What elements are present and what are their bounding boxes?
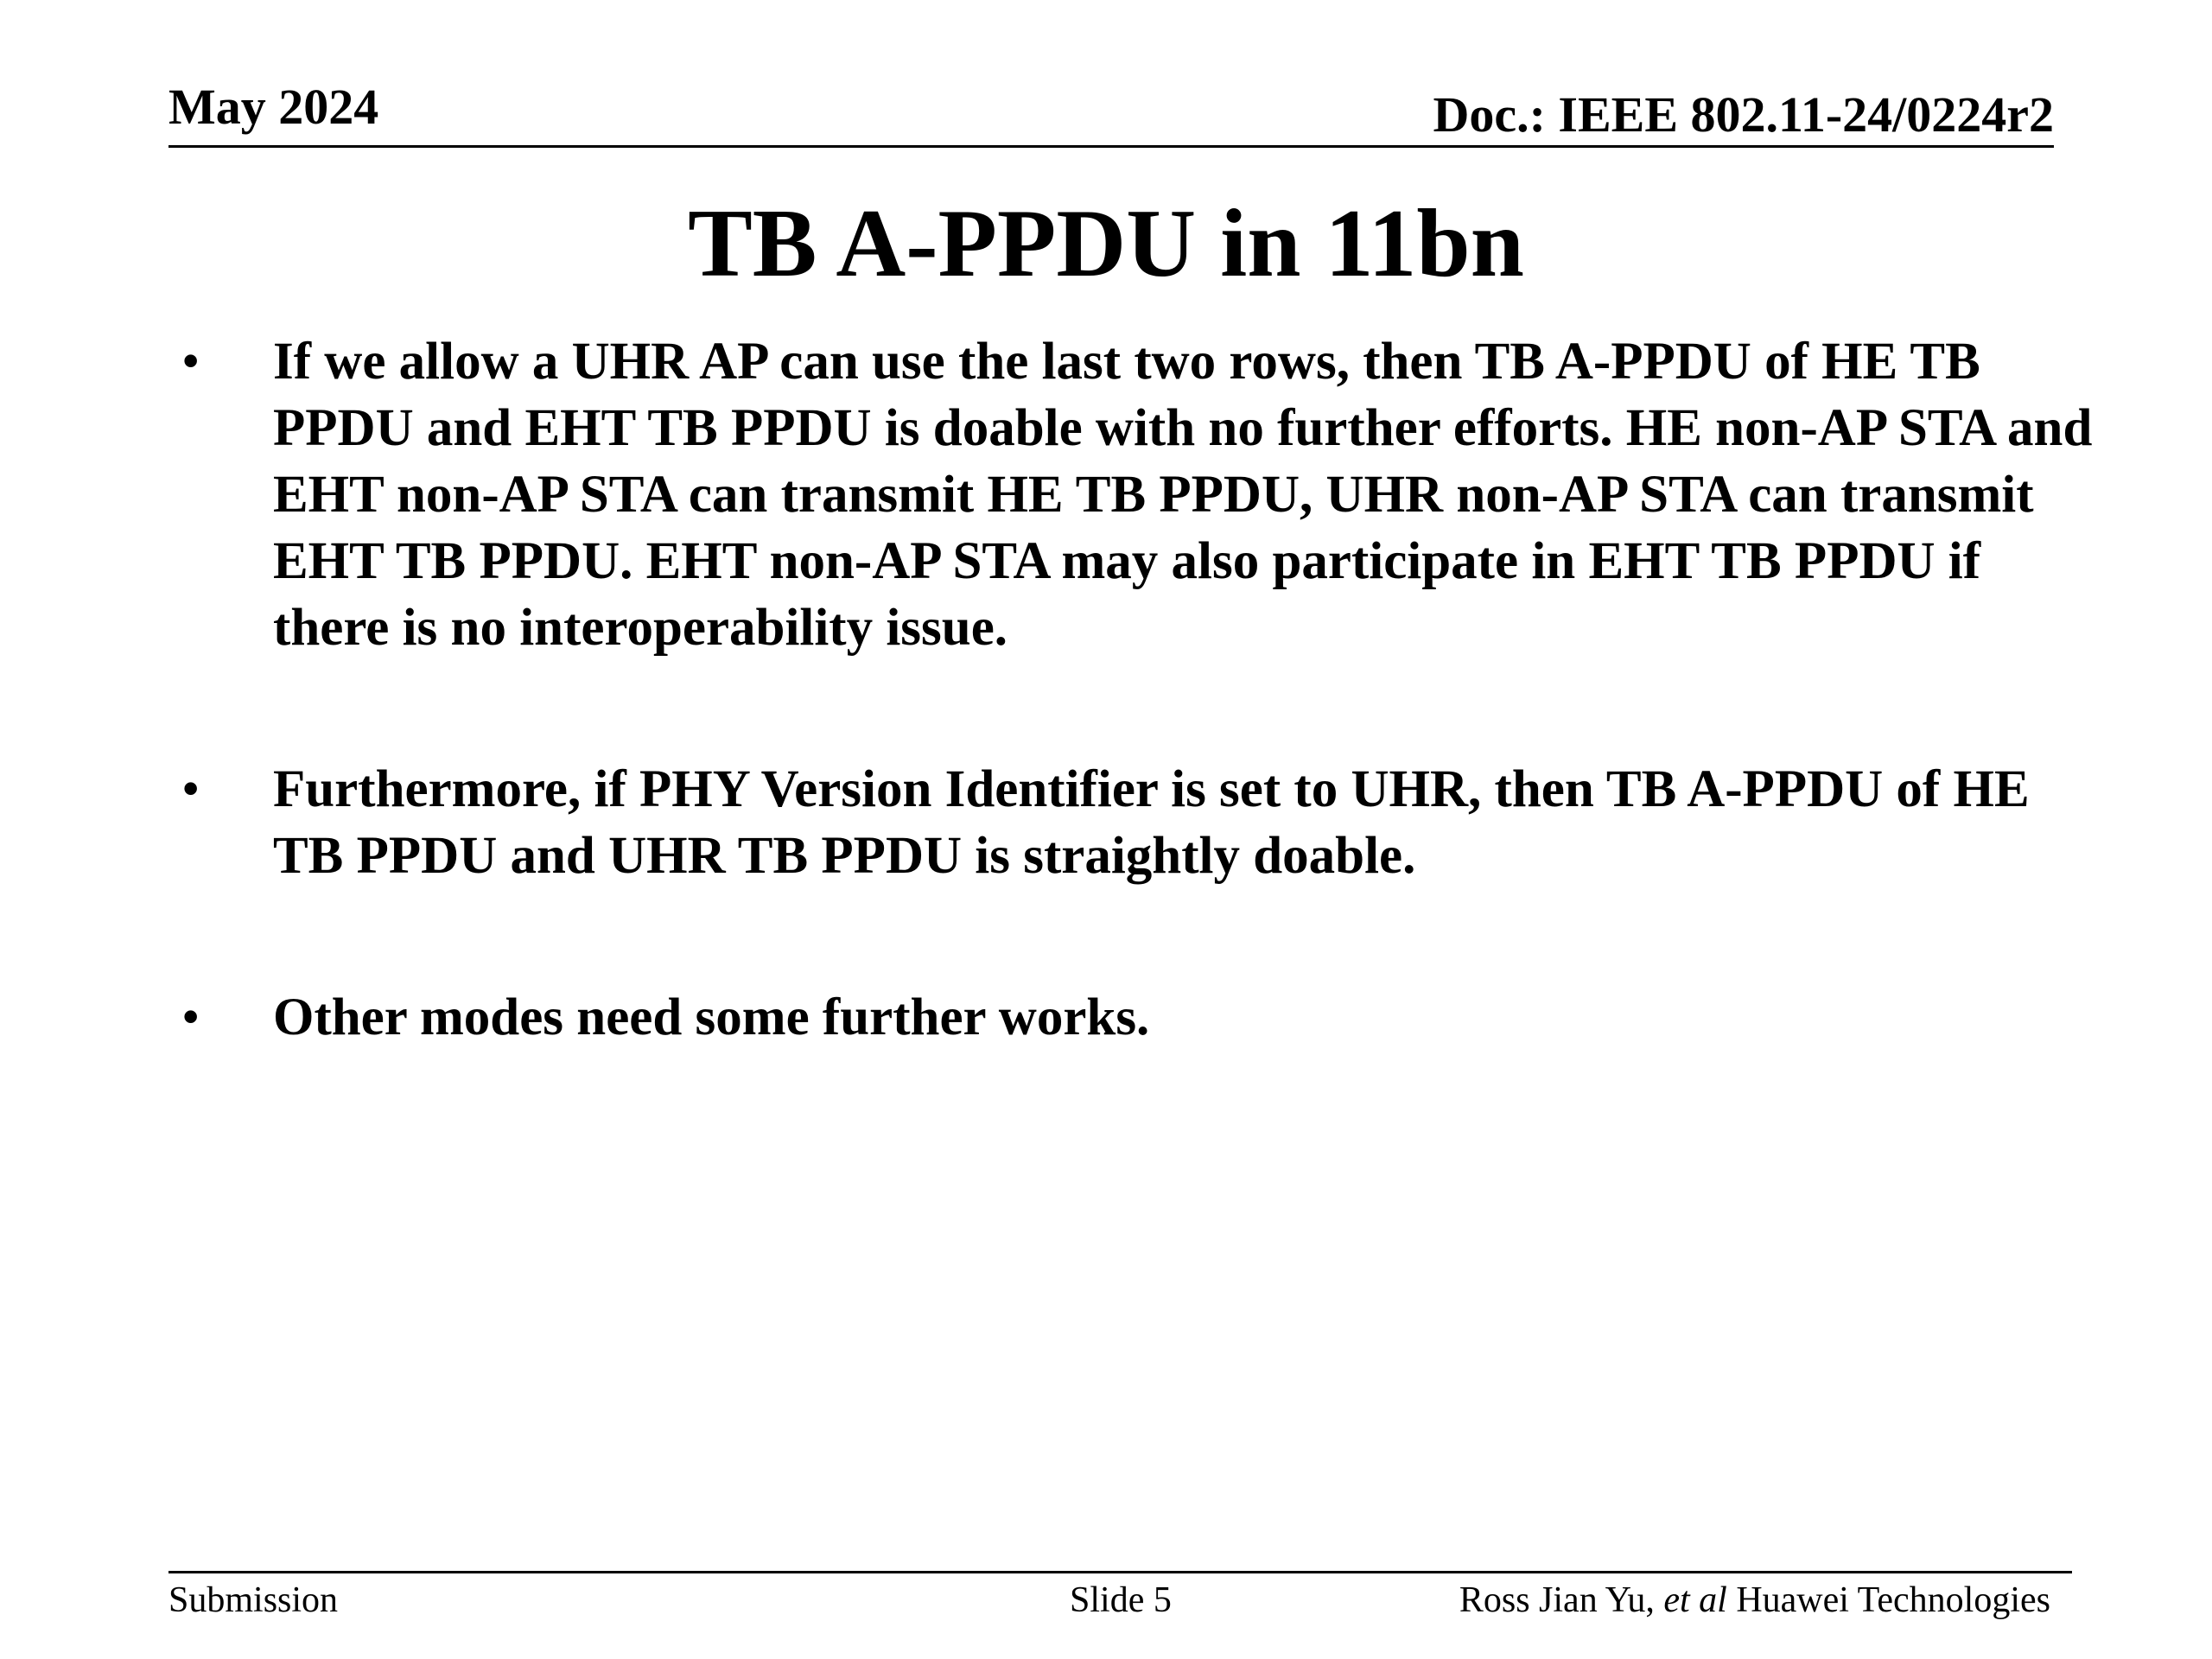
bullet-mark: • <box>181 333 200 391</box>
bullet-text: Furthermore, if PHY Version Identifier is set to UHR, then TB A-PPDU of HE TB PPDU and UHR TB PPDU is straightly doable. <box>273 760 2030 885</box>
bullet-item <box>181 756 2100 889</box>
footer-organization: Huawei Technologies <box>1736 1580 2050 1620</box>
footer-author-etal: et al <box>1663 1580 1727 1620</box>
footer-author-name: Ross Jian Yu, <box>1459 1580 1655 1620</box>
footer-rule <box>168 1571 2072 1573</box>
slide-title: TB A-PPDU in 11bn <box>688 190 1524 297</box>
footer-submission: Submission <box>168 1580 339 1620</box>
bullet-item <box>181 328 2100 661</box>
footer-slide-number: Slide 5 <box>1070 1580 1172 1620</box>
header-date: May 2024 <box>168 79 379 135</box>
bullet-item <box>181 984 2100 1051</box>
bullet-mark: • <box>181 760 200 818</box>
bullet-mark: • <box>181 988 200 1046</box>
bullet-text: Other modes need some further works. <box>273 988 1150 1046</box>
bullet-text: If we allow a UHR AP can use the last two rows, then TB A-PPDU of HE TB PPDU and EHT TB PPDU is doable with no further efforts. HE non-AP STA and EHT non-AP STA can transmit HE TB PPDU, UHR non-AP STA can transmit EHT TB PPDU. EHT non-AP STA may also participate in EHT TB PPDU if there is no interoperability issue. <box>273 333 2093 657</box>
header-rule <box>168 145 2054 148</box>
header-doc-id: Doc.: IEEE 802.11-24/0224r2 <box>1433 86 2054 143</box>
bullet-list <box>181 328 2100 1051</box>
footer-author <box>1459 1579 2050 1622</box>
